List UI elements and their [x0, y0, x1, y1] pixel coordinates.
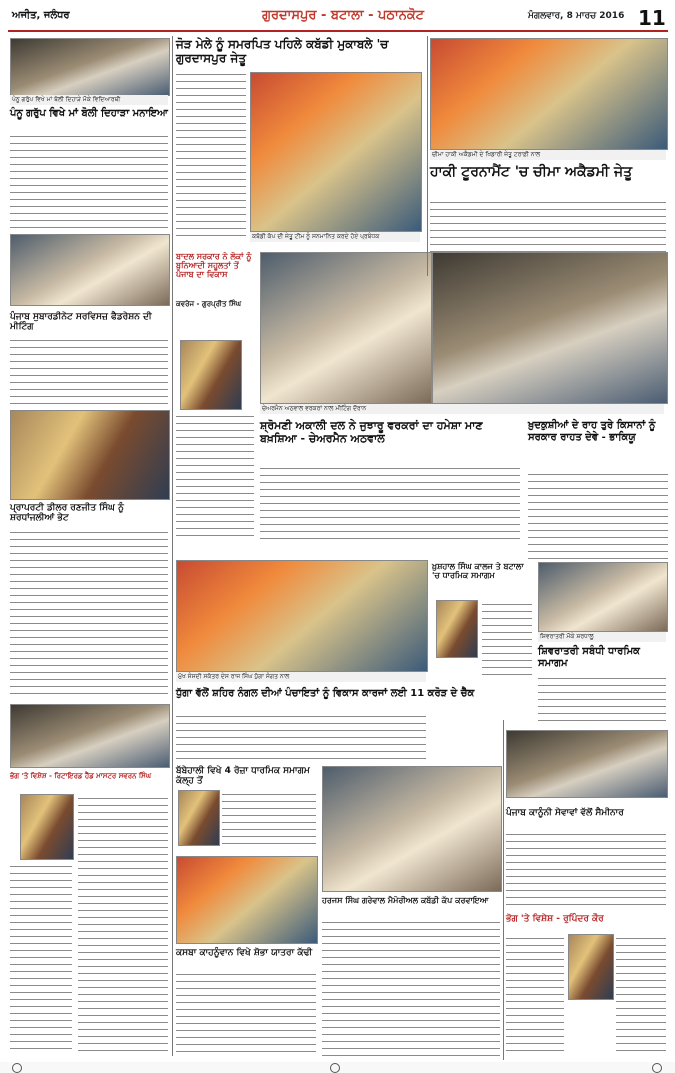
- story-headline: ਹਰਜਸ ਸਿੰਘ ਗਰੇਵਾਲ ਮੈਮੋਰੀਅਲ ਕਬੱਡੀ ਕੱਪ ਕਰਵਾਇਆ: [322, 896, 489, 905]
- column-divider: [503, 720, 504, 1060]
- story-headline: ਪ੍ਰਾਪਰਟੀ ਡੀਲਰ ਰਣਜੀਤ ਸਿੰਘ ਨੂੰ ਸ਼ਰਧਾਂਜਲੀਆਂ ਭੇਟ: [10, 503, 124, 524]
- story-headline: ਸ਼੍ਰੋਮਣੀ ਅਕਾਲੀ ਦਲ ਨੇ ਜੁਝਾਰੂ ਵਰਕਰਾਂ ਦਾ ਹਮੇਸ਼ਾ ਮਾਣ ਬਖ਼ਸ਼ਿਆ - ਚੇਅਰਮੈਨ ਅਠਵਾਲ: [260, 419, 483, 445]
- story-headline: ਹਾਕੀ ਟੂਰਨਾਮੈਂਟ 'ਚ ਚੀਮਾ ਅਕੈਡਮੀ ਜੇਤੂ: [430, 164, 633, 180]
- photo-caption: ਮੁੱਖ ਸੰਸਦੀ ਸਕੱਤਰ ਦੇਸ ਰਾਜ ਸਿੰਘ ਧੁੱਗਾ ਸੰਗਤ ਨਾਲ: [176, 672, 426, 682]
- story-headline: ਭੋਗ 'ਤੇ ਵਿਸ਼ੇਸ਼ - ਰਿਟਾਇਰਡ ਹੈੱਡ ਮਾਸਟਰ ਸਵਰਨ ਸਿੰਘ: [10, 772, 152, 780]
- photo-caption: ਚੀਮਾ ਹਾਕੀ ਅਕੈਡਮੀ ਦੇ ਖਿਡਾਰੀ ਜੇਤੂ ਟਰਾਫ਼ੀ ਨਾਲ: [430, 150, 666, 160]
- story-byline: ਕਵਰੇਜ - ਗੁਰਪ੍ਰੀਤ ਸਿੰਘ: [176, 300, 242, 308]
- story-photo: [10, 410, 170, 500]
- story-photo: [176, 856, 318, 944]
- story-body: [10, 132, 168, 232]
- photo-caption: ਸ਼ਿਵਰਾਤਰੀ ਮੌਕੇ ਸ਼ਰਧਾਲੂ: [538, 632, 666, 642]
- story-photo: [538, 562, 668, 632]
- story-headline: ਪੰਜਾਬ ਕਾਨੂੰਨੀ ਸੇਵਾਵਾਂ ਵੱਲੋਂ ਸੈਮੀਨਾਰ: [506, 808, 624, 818]
- story-headline: ਜੋੜ ਮੇਲੇ ਨੂੰ ਸਮਰਪਿਤ ਪਹਿਲੇ ਕਬੱਡੀ ਮੁਕਾਬਲੇ 'ਚ ਗੁਰਦਾਸਪੁਰ ਜੇਤੂ: [176, 37, 389, 65]
- story-photo: [10, 704, 170, 768]
- story-headline: ਬਾਦਲ ਸਰਕਾਰ ਨੇ ਲੋਕਾਂ ਨੂੰ ਬੁਨਿਆਦੀ ਸਹੂਲਤਾਂ ਤੋਂ ਪੰਜਾਬ ਦਾ ਵਿਕਾਸ: [176, 252, 252, 280]
- story-photo: [432, 252, 668, 404]
- story-photo: [10, 38, 170, 96]
- story-body: [176, 70, 246, 240]
- registration-mark-icon: [330, 1063, 340, 1073]
- portrait-photo: [568, 934, 614, 1000]
- story-body: [528, 470, 668, 560]
- story-body: [176, 712, 426, 762]
- portrait-photo: [20, 794, 74, 860]
- story-headline: ਭੋਗ 'ਤੇ ਵਿਸ਼ੇਸ਼ - ਰੁਪਿੰਦਰ ਕੌਰ: [506, 914, 604, 924]
- page-number: 11: [638, 6, 666, 30]
- story-body: [322, 918, 500, 1056]
- column-divider: [172, 36, 173, 1056]
- portrait-photo: [178, 790, 220, 846]
- story-body: [10, 336, 168, 406]
- story-body: [176, 412, 254, 542]
- page-header: [8, 6, 668, 32]
- story-photo: [250, 72, 422, 232]
- story-photo: [260, 252, 432, 404]
- story-headline: ਪੰਨੂ ਗਰੁੱਪ ਵਿਖੇ ਮਾਂ ਬੋਲੀ ਦਿਹਾੜਾ ਮਨਾਇਆ: [10, 108, 168, 119]
- story-body: [222, 790, 316, 850]
- story-body: [176, 970, 316, 1056]
- story-body: [10, 862, 72, 1054]
- story-body: [616, 934, 666, 1056]
- story-body: [506, 934, 564, 1056]
- story-body: [78, 794, 168, 1054]
- newspaper-edition: ਅਜੀਤ, ਜਲੰਧਰ: [12, 10, 70, 21]
- section-title: ਗੁਰਦਾਸਪੁਰ - ਬਟਾਲਾ - ਪਠਾਨਕੋਟ: [261, 8, 425, 23]
- portrait-photo: [180, 340, 242, 410]
- story-headline: ਸ਼ਿਵਰਾਤਰੀ ਸਬੰਧੀ ਧਾਰਮਿਕ ਸਮਾਗਮ: [538, 646, 640, 669]
- story-headline: ਪੰਜਾਬ ਸੁਬਾਰਡੀਨੇਟ ਸਰਵਿਸਜ਼ ਫੈਡਰੇਸ਼ਨ ਦੀ ਮੀਟਿੰਗ: [10, 312, 152, 333]
- story-body: [10, 528, 168, 698]
- story-photo: [430, 38, 668, 150]
- issue-date: ਮੰਗਲਵਾਰ, 8 ਮਾਰਚ 2016: [528, 11, 625, 21]
- story-headline: ਖ਼ੁਸ਼ਹਾਲ ਸਿੰਘ ਕਾਲਜ ਤੇ ਬਟਾਲਾ 'ਚ ਧਾਰਮਿਕ ਸਮਾਗਮ: [432, 562, 524, 581]
- photo-caption: ਪੰਨੂ ਗਰੁੱਪ ਵਿਖੇ ਮਾਂ ਬੋਲੀ ਦਿਹਾੜੇ ਮੌਕੇ ਵਿਦਿਆਰਥੀ: [10, 95, 168, 105]
- story-photo: [10, 234, 170, 306]
- story-photo: [506, 730, 668, 798]
- story-body: [260, 464, 520, 542]
- story-body: [538, 674, 666, 724]
- story-headline: ਖ਼ੁਦਕੁਸ਼ੀਆਂ ਦੇ ਰਾਹ ਤੁਰੇ ਕਿਸਾਨਾਂ ਨੂੰ ਸਰਕਾਰ ਰਾਹਤ ਦੇਵੇ - ਭਾਕਿਯੂ: [528, 420, 656, 443]
- story-photo: [322, 766, 502, 892]
- registration-mark-icon: [12, 1063, 22, 1073]
- story-headline: ਬੱਬੇਹਾਲੀ ਵਿਖੇ 4 ਰੋਜ਼ਾ ਧਾਰਮਿਕ ਸਮਾਗਮ ਕੱਲ੍ਹ ਤੋਂ: [176, 766, 310, 787]
- story-body: [506, 830, 666, 910]
- photo-caption: ਕਬੱਡੀ ਕੱਪ ਦੀ ਜੇਤੂ ਟੀਮ ਨੂੰ ਸਨਮਾਨਿਤ ਕਰਦੇ ਹੋਏ ਪ੍ਰਬੰਧਕ: [250, 232, 420, 242]
- registration-mark-icon: [652, 1063, 662, 1073]
- story-headline: ਕਸਬਾ ਕਾਹਨੂੰਵਾਨ ਵਿਖੇ ਸ਼ੋਭਾ ਯਾਤਰਾ ਕੱਢੀ: [176, 948, 313, 958]
- story-headline: ਧੁੱਗਾ ਵੱਲੋਂ ਸ਼ਹਿਰ ਨੰਗਲ ਦੀਆਂ ਪੰਚਾਇਤਾਂ ਨੂੰ ਵਿਕਾਸ ਕਾਰਜਾਂ ਲਈ 11 ਕਰੋੜ ਦੇ ਚੈੱਕ: [176, 688, 475, 699]
- photo-caption: ਚੇਅਰਮੈਨ ਅਠਵਾਲ ਵਰਕਰਾਂ ਨਾਲ ਮੀਟਿੰਗ ਦੌਰਾਨ: [260, 404, 664, 414]
- column-divider: [427, 36, 428, 276]
- portrait-photo: [436, 600, 478, 658]
- story-body: [482, 600, 532, 680]
- story-photo: [176, 560, 428, 672]
